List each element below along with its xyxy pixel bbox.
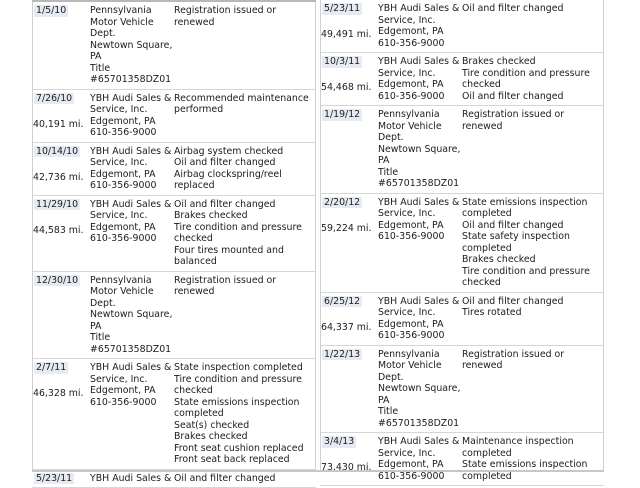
source-line: Service, Inc. — [378, 15, 462, 27]
source-line: Pennsylvania — [378, 349, 462, 361]
record-source — [376, 349, 462, 430]
source-line: Pennsylvania — [90, 275, 174, 287]
service-line: Tire condition and pressure — [174, 222, 314, 234]
source-line: 610-356-9000 — [378, 91, 462, 103]
source-line: Service, Inc. — [90, 374, 174, 386]
service-line: State emissions inspection — [462, 197, 602, 209]
history-record — [32, 470, 316, 488]
source-line: YBH Audi Sales & — [90, 362, 174, 374]
record-mileage: 54,468 mi. — [321, 82, 372, 94]
service-line: completed — [462, 208, 602, 220]
source-line: 610-356-9000 — [378, 38, 462, 50]
record-date-cell — [32, 93, 88, 139]
record-mileage: 64,337 mi. — [321, 322, 372, 334]
record-source — [88, 5, 174, 86]
record-source — [88, 275, 174, 356]
service-line: State emissions inspection — [174, 397, 314, 409]
record-services — [174, 146, 316, 192]
source-line: Edgemont, PA — [378, 319, 462, 331]
record-services — [462, 109, 604, 190]
record-date: 1/19/12 — [322, 109, 362, 121]
record-source — [88, 146, 174, 192]
source-line: #65701358DZ01 — [378, 418, 462, 430]
record-mileage: 59,224 mi. — [321, 223, 372, 235]
source-line: #65701358DZ01 — [378, 178, 462, 190]
record-date: 2/7/11 — [34, 362, 68, 374]
source-line: Dept. — [378, 132, 462, 144]
bottom-divider — [32, 470, 604, 472]
source-line: PA — [90, 321, 174, 333]
source-line: Service, Inc. — [90, 210, 174, 222]
source-line: Motor Vehicle — [90, 17, 174, 29]
service-line: performed — [174, 104, 314, 116]
record-date: 3/4/13 — [322, 436, 356, 448]
source-line: 610-356-9000 — [90, 127, 174, 139]
source-line: 610-356-9000 — [90, 180, 174, 192]
source-line: Newtown Square, — [90, 309, 174, 321]
source-line: Edgemont, PA — [90, 116, 174, 128]
record-date-cell — [320, 296, 376, 342]
service-line: completed — [174, 408, 314, 420]
record-source — [376, 197, 462, 289]
source-line: Service, Inc. — [378, 68, 462, 80]
history-record — [32, 272, 316, 360]
record-date: 5/23/11 — [34, 473, 74, 485]
source-line: Motor Vehicle — [90, 286, 174, 298]
record-services — [462, 436, 604, 482]
service-line: Maintenance inspection — [462, 436, 602, 448]
service-line: Brakes checked — [462, 56, 602, 68]
source-line: Service, Inc. — [378, 448, 462, 460]
source-line: Pennsylvania — [378, 109, 462, 121]
service-line: Recommended maintenance — [174, 93, 314, 105]
record-mileage: 44,583 mi. — [33, 225, 84, 237]
record-source — [88, 362, 174, 466]
record-mileage: 42,736 mi. — [33, 172, 84, 184]
source-line: 610-356-9000 — [378, 471, 462, 483]
record-date: 6/25/12 — [322, 296, 362, 308]
source-line: Edgemont, PA — [90, 169, 174, 181]
service-line: replaced — [174, 180, 314, 192]
service-line: Front seat cushion replaced — [174, 443, 314, 455]
history-record — [320, 194, 604, 293]
service-line: checked — [174, 233, 314, 245]
service-line: Four tires mounted and — [174, 245, 314, 257]
record-date: 2/20/12 — [322, 197, 362, 209]
record-services — [174, 362, 316, 466]
history-record — [32, 90, 316, 143]
record-source — [376, 3, 462, 49]
source-line: Title — [90, 332, 174, 344]
record-date-cell — [32, 362, 88, 466]
source-line: Newtown Square, — [378, 383, 462, 395]
service-line: Airbag system checked — [174, 146, 314, 158]
source-line: Motor Vehicle — [378, 360, 462, 372]
record-mileage: 73,430 mi. — [321, 462, 372, 474]
source-line: Title — [378, 167, 462, 179]
service-line: Oil and filter changed — [462, 91, 602, 103]
source-line: Edgemont, PA — [90, 385, 174, 397]
service-line: completed — [462, 471, 602, 483]
record-mileage: 49,491 mi. — [321, 29, 372, 41]
service-line: Brakes checked — [174, 431, 314, 443]
record-date: 1/22/13 — [322, 349, 362, 361]
service-line: Airbag clockspring/reel — [174, 169, 314, 181]
history-record — [320, 0, 604, 53]
record-date-cell — [32, 473, 88, 485]
source-line: YBH Audi Sales & — [378, 197, 462, 209]
history-record — [32, 2, 316, 90]
record-date: 11/29/10 — [34, 199, 80, 211]
record-date: 7/26/10 — [34, 93, 74, 105]
source-line: YBH Audi Sales & — [90, 146, 174, 158]
record-date: 10/14/10 — [34, 146, 80, 158]
service-line: Oil and filter changed — [174, 157, 314, 169]
source-line: #65701358DZ01 — [90, 344, 174, 356]
service-line: Brakes checked — [174, 210, 314, 222]
record-services — [462, 349, 604, 430]
record-services — [174, 275, 316, 356]
service-line: Front seat back replaced — [174, 454, 314, 466]
source-line: YBH Audi Sales & — [378, 3, 462, 15]
service-line: Registration issued or renewed — [462, 349, 602, 372]
history-record — [320, 346, 604, 434]
record-services — [174, 473, 316, 485]
service-line: Oil and filter changed — [462, 296, 602, 308]
service-line: checked — [462, 277, 602, 289]
record-date-cell — [32, 146, 88, 192]
source-line: Service, Inc. — [378, 307, 462, 319]
record-date-cell — [32, 275, 88, 356]
source-line: Dept. — [90, 298, 174, 310]
history-record — [320, 293, 604, 346]
source-line: YBH Audi Sales & — [90, 93, 174, 105]
history-record — [32, 359, 316, 470]
record-date-cell — [320, 56, 376, 102]
service-line: Registration issued or renewed — [174, 275, 314, 298]
history-record — [32, 196, 316, 272]
record-date: 10/3/11 — [322, 56, 362, 68]
service-line: Oil and filter changed — [462, 3, 602, 15]
source-line: Service, Inc. — [378, 208, 462, 220]
source-line: Edgemont, PA — [378, 220, 462, 232]
record-source — [376, 109, 462, 190]
record-date-cell — [320, 197, 376, 289]
source-line: YBH Audi Sales & — [90, 473, 174, 485]
source-line: Dept. — [378, 372, 462, 384]
source-line: YBH Audi Sales & — [90, 199, 174, 211]
service-line: Brakes checked — [462, 254, 602, 266]
service-line: Oil and filter changed — [174, 473, 314, 485]
service-line: State safety inspection — [462, 231, 602, 243]
history-column-right — [320, 0, 604, 470]
record-services — [462, 56, 604, 102]
service-line: Registration issued or renewed — [462, 109, 602, 132]
source-line: YBH Audi Sales & — [378, 56, 462, 68]
record-source — [376, 296, 462, 342]
source-line: 610-356-9000 — [378, 231, 462, 243]
service-line: Seat(s) checked — [174, 420, 314, 432]
history-record — [320, 106, 604, 194]
service-line: State emissions inspection — [462, 459, 602, 471]
source-line: Edgemont, PA — [378, 79, 462, 91]
record-date-cell — [320, 3, 376, 49]
record-mileage: 46,328 mi. — [33, 388, 84, 400]
source-line: Newtown Square, — [90, 40, 174, 52]
source-line: Title — [90, 63, 174, 75]
source-line: PA — [90, 51, 174, 63]
source-line: YBH Audi Sales & — [378, 296, 462, 308]
record-mileage: 40,191 mi. — [33, 119, 84, 131]
service-line: Oil and filter changed — [462, 220, 602, 232]
history-record — [32, 143, 316, 196]
record-date: 12/30/10 — [34, 275, 80, 287]
record-services — [174, 5, 316, 86]
history-record — [320, 433, 604, 486]
source-line: Service, Inc. — [90, 157, 174, 169]
record-date-cell — [32, 5, 88, 86]
service-line: checked — [174, 385, 314, 397]
record-date: 5/23/11 — [322, 3, 362, 15]
record-services — [174, 93, 316, 139]
record-date: 1/5/10 — [34, 5, 68, 17]
source-line: Title — [378, 406, 462, 418]
service-line: State inspection completed — [174, 362, 314, 374]
record-date-cell — [320, 109, 376, 190]
record-source — [88, 199, 174, 268]
record-source — [88, 473, 174, 485]
record-services — [462, 197, 604, 289]
source-line: Service, Inc. — [90, 104, 174, 116]
source-line: 610-356-9000 — [90, 397, 174, 409]
source-line: YBH Audi Sales & — [378, 436, 462, 448]
source-line: #65701358DZ01 — [90, 74, 174, 86]
history-record — [320, 53, 604, 106]
record-services — [462, 296, 604, 342]
service-line: Oil and filter changed — [174, 199, 314, 211]
source-line: 610-356-9000 — [378, 330, 462, 342]
record-source — [376, 56, 462, 102]
service-line: balanced — [174, 256, 314, 268]
record-services — [174, 199, 316, 268]
service-line: Registration issued or renewed — [174, 5, 314, 28]
source-line: Pennsylvania — [90, 5, 174, 17]
source-line: Edgemont, PA — [90, 222, 174, 234]
source-line: PA — [378, 395, 462, 407]
service-line: Tire condition and pressure — [174, 374, 314, 386]
service-line: completed — [462, 448, 602, 460]
record-source — [376, 436, 462, 482]
record-date-cell — [320, 349, 376, 430]
record-source — [88, 93, 174, 139]
service-line: Tire condition and pressure — [462, 68, 602, 80]
service-line: completed — [462, 243, 602, 255]
source-line: Edgemont, PA — [378, 459, 462, 471]
history-column-left — [32, 0, 316, 472]
source-line: 610-356-9000 — [90, 233, 174, 245]
source-line: Edgemont, PA — [378, 26, 462, 38]
source-line: PA — [378, 155, 462, 167]
service-line: checked — [462, 79, 602, 91]
source-line: Dept. — [90, 28, 174, 40]
source-line: Motor Vehicle — [378, 121, 462, 133]
record-date-cell — [32, 199, 88, 268]
service-line: Tires rotated — [462, 307, 602, 319]
service-line: Tire condition and pressure — [462, 266, 602, 278]
source-line: Newtown Square, — [378, 144, 462, 156]
record-date-cell — [320, 436, 376, 482]
record-services — [462, 3, 604, 49]
